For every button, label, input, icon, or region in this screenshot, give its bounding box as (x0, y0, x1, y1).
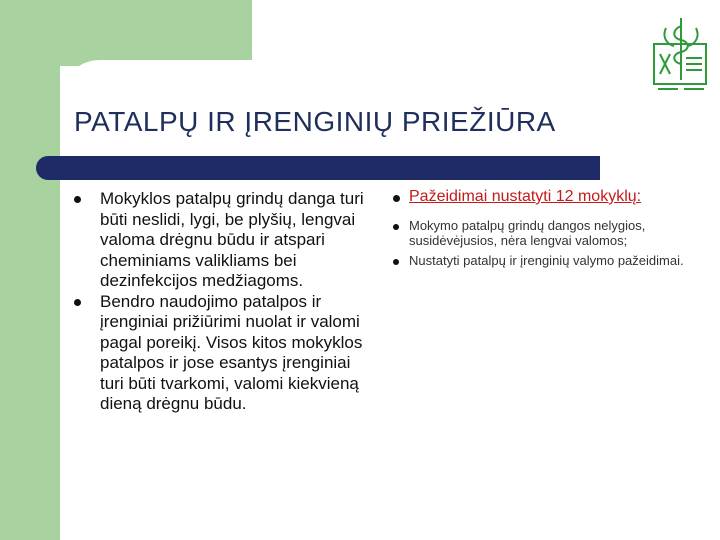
bullet-dot-icon (393, 259, 399, 265)
right-heading: Pažeidimai nustatyti 12 mokyklų: (409, 188, 642, 205)
left-bullet-text: Bendro naudojimo patalpos ir įrenginiai prižiūrimi nuolat ir valomi pagal poreikį. Visos kitos mokyklos patalpos ir jose esantys įrenginiai turi būti tvarkomi, valomi kiekvieną dieną drėgnu būdu. (100, 291, 363, 413)
right-bullet-item (392, 253, 692, 268)
right-bullet-text: Mokymo patalpų grindų dangos nelygios, susidėvėjusios, nėra lengvai valomos; (409, 218, 646, 248)
right-heading-item (392, 188, 692, 205)
title-divider-bar (36, 156, 600, 180)
bullet-dot-icon (74, 299, 81, 306)
left-column (64, 189, 374, 415)
slide-title: PATALPŲ IR ĮRENGINIŲ PRIEŽIŪRA (74, 106, 556, 137)
right-column (392, 188, 692, 273)
green-side-strip (0, 0, 60, 540)
left-bullet-text: Mokyklos patalpų grindų danga turi būti neslidi, lygi, be plyšių, lengvai valoma drėgnu būdu ir atspari cheminiams valikliams bei dezinfekcijos medžiagoms. (100, 189, 364, 290)
bullet-dot-icon (393, 195, 400, 202)
right-bullet-item (392, 218, 692, 248)
bullet-dot-icon (393, 224, 399, 230)
right-bullet-text: Nustatyti patalpų ir įrenginių valymo pažeidimai. (409, 253, 684, 268)
bullet-dot-icon (74, 196, 81, 203)
left-bullet-item (64, 292, 374, 415)
health-emblem-logo-icon (648, 14, 714, 94)
left-bullet-item (64, 189, 374, 292)
